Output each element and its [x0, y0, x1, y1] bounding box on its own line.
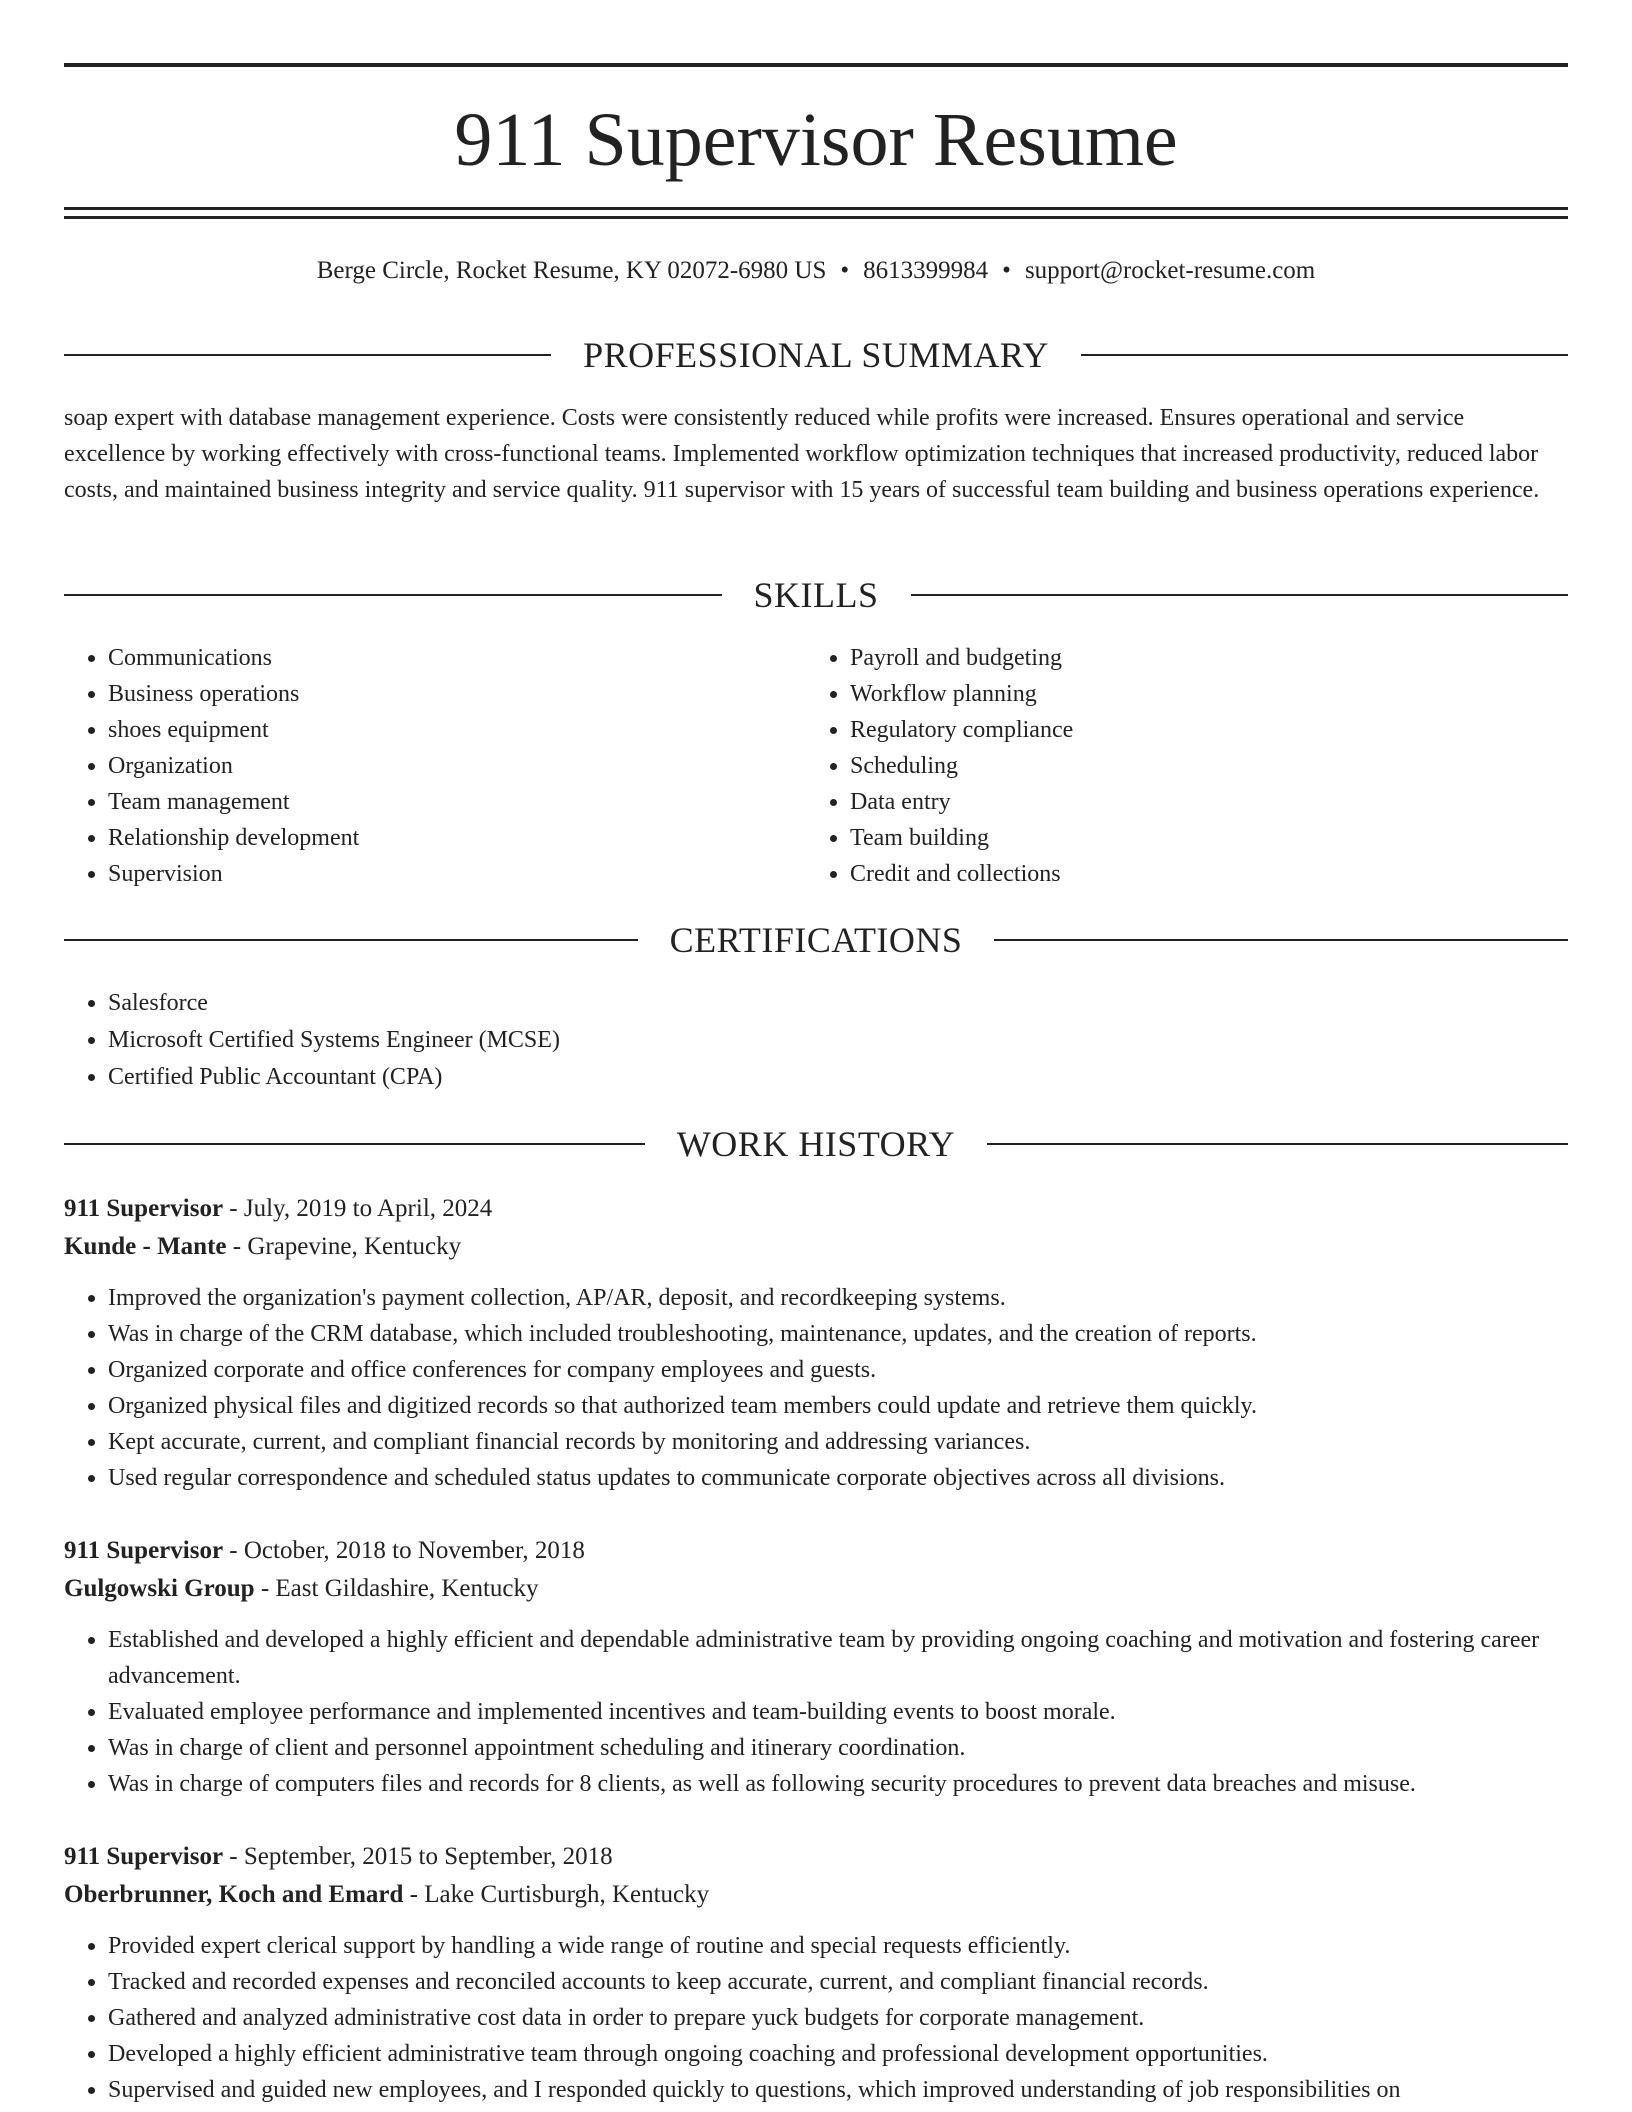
job-duties-list	[64, 1280, 1568, 1496]
skills-heading-text: SKILLS	[753, 575, 879, 615]
job-duty: • Provided expert clerical support by handling a wide range of routine and special requests efficiently.	[108, 1928, 1568, 1964]
top-rule	[64, 63, 1568, 67]
job-title-line	[64, 1532, 1568, 1570]
heading-rule	[994, 939, 1568, 941]
contact-separator: •	[840, 257, 850, 284]
job-duty: • Established and developed a highly efficient and dependable administrative team by providing ongoing coaching and motivation and fostering career advancement.	[108, 1622, 1568, 1694]
heading-rule	[64, 939, 638, 941]
title-rule-lower	[64, 216, 1568, 219]
job-duty: • Was in charge of computers files and records for 8 clients, as well as following security procedures to prevent data breaches and misuse.	[108, 1766, 1568, 1802]
contact-line	[64, 254, 1568, 288]
summary-text: soap expert with database management experience. Costs were consistently reduced while profits were increased. Ensures operational and service excellence by working effectively with cross-functional teams. Implemented workflow optimization techniques that increased productivity, reduced labor costs, and maintained business integrity and service quality. 911 supervisor with 15 years of successful team building and business operations experience.	[64, 405, 1540, 503]
certifications-heading-text: CERTIFICATIONS	[669, 920, 963, 960]
skill-item: • Supervision	[108, 856, 764, 892]
job-company-line	[64, 1570, 1568, 1608]
heading-rule	[64, 354, 551, 356]
job-duties-list	[64, 1622, 1568, 1802]
job-duty: • Tracked and recorded expenses and reconciled accounts to keep accurate, current, and compliant financial records.	[108, 1964, 1568, 2000]
work-history-heading-text: WORK HISTORY	[676, 1124, 956, 1164]
heading-rule	[911, 594, 1569, 596]
skill-item: • Regulatory compliance	[850, 712, 1506, 748]
certification-item: • Salesforce	[108, 985, 1568, 1022]
job-location: - Grapevine, Kentucky	[226, 1233, 462, 1260]
contact-address: Berge Circle, Rocket Resume, KY 02072-6980 US	[316, 257, 827, 284]
job-title: 911 Supervisor	[64, 1195, 224, 1222]
skill-item: • Relationship development	[108, 820, 764, 856]
job-location: - East Gildashire, Kentucky	[254, 1575, 539, 1602]
contact-phone: 8613399984	[863, 257, 989, 284]
job-company-line	[64, 1228, 1568, 1266]
job-location: - Lake Curtisburgh, Kentucky	[403, 1881, 710, 1908]
title-rule-upper	[64, 207, 1568, 210]
job-duty: • Developed a highly efficient administrative team through ongoing coaching and professional development opportunities.	[108, 2036, 1568, 2072]
skill-item: • Scheduling	[850, 748, 1506, 784]
work-history-heading	[64, 1122, 1568, 1166]
heading-rule	[64, 594, 722, 596]
certification-item: • Microsoft Certified Systems Engineer (MCSE)	[108, 1022, 1568, 1059]
certifications-list	[64, 985, 1568, 1096]
job-duty: • Organized physical files and digitized records so that authorized team members could update and retrieve them quickly.	[108, 1388, 1568, 1424]
skill-item: • Organization	[108, 748, 764, 784]
skill-item: • Communications	[108, 640, 764, 676]
job-duty: • Used regular correspondence and scheduled status updates to communicate corporate objectives across all divisions.	[108, 1460, 1568, 1496]
certifications-block	[64, 985, 1568, 1096]
summary-heading-text: PROFESSIONAL SUMMARY	[583, 335, 1049, 375]
job-dates: - September, 2015 to September, 2018	[223, 1843, 613, 1870]
job-duties-list	[64, 1928, 1568, 2108]
contact-separator: •	[1002, 257, 1011, 284]
skill-item: • Team building	[850, 820, 1506, 856]
job-duty: • Was in charge of the CRM database, which included troubleshooting, maintenance, updates, and the creation of reports.	[108, 1316, 1568, 1352]
heading-rule	[64, 1143, 645, 1145]
job-duty: • Improved the organization's payment collection, AP/AR, deposit, and recordkeeping systems.	[108, 1280, 1568, 1316]
job-entry	[64, 1838, 1568, 2108]
job-duty: • Kept accurate, current, and compliant financial records by monitoring and addressing variances.	[108, 1424, 1568, 1460]
job-title-line	[64, 1838, 1568, 1876]
skill-item: • Team management	[108, 784, 764, 820]
skill-item: • Payroll and budgeting	[850, 640, 1506, 676]
certification-item: • Certified Public Accountant (CPA)	[108, 1059, 1568, 1096]
summary-heading	[64, 333, 1568, 377]
job-title: 911 Supervisor	[64, 1537, 224, 1564]
skill-item: • Business operations	[108, 676, 764, 712]
skills-list-right	[806, 640, 1506, 892]
certifications-heading	[64, 918, 1568, 962]
job-duty: • Gathered and analyzed administrative cost data in order to prepare yuck budgets for corporate management.	[108, 2000, 1568, 2036]
job-entry	[64, 1190, 1568, 1496]
job-duty: • Evaluated employee performance and implemented incentives and team-building events to boost morale.	[108, 1694, 1568, 1730]
skills-right-column	[806, 640, 1506, 892]
skill-item: • Workflow planning	[850, 676, 1506, 712]
skills-left-column	[64, 640, 764, 892]
job-title-line	[64, 1190, 1568, 1228]
skill-item: • Data entry	[850, 784, 1506, 820]
skills-list-left	[64, 640, 764, 892]
skills-heading	[64, 573, 1568, 617]
job-duty: • Was in charge of client and personnel appointment scheduling and itinerary coordination.	[108, 1730, 1568, 1766]
job-duty: • Supervised and guided new employees, and I responded quickly to questions, which improved understanding of job responsibilities on	[108, 2072, 1568, 2108]
job-duty: • Organized corporate and office conferences for company employees and guests.	[108, 1352, 1568, 1388]
skill-item: • Credit and collections	[850, 856, 1506, 892]
job-entry	[64, 1532, 1568, 1802]
heading-rule	[1081, 354, 1568, 356]
heading-rule	[987, 1143, 1568, 1145]
job-company-line	[64, 1876, 1568, 1914]
page-title: 911 Supervisor Resume	[454, 98, 1178, 182]
contact-email[interactable]: support@rocket-resume.com	[1024, 257, 1316, 284]
job-dates: - July, 2019 to April, 2024	[223, 1195, 493, 1222]
job-company: Gulgowski Group	[64, 1575, 255, 1602]
job-company: Kunde - Mante	[64, 1233, 227, 1260]
skill-item: • shoes equipment	[108, 712, 764, 748]
job-dates: - October, 2018 to November, 2018	[223, 1537, 585, 1564]
job-company: Oberbrunner, Koch and Emard	[64, 1881, 404, 1908]
job-title: 911 Supervisor	[64, 1843, 224, 1870]
